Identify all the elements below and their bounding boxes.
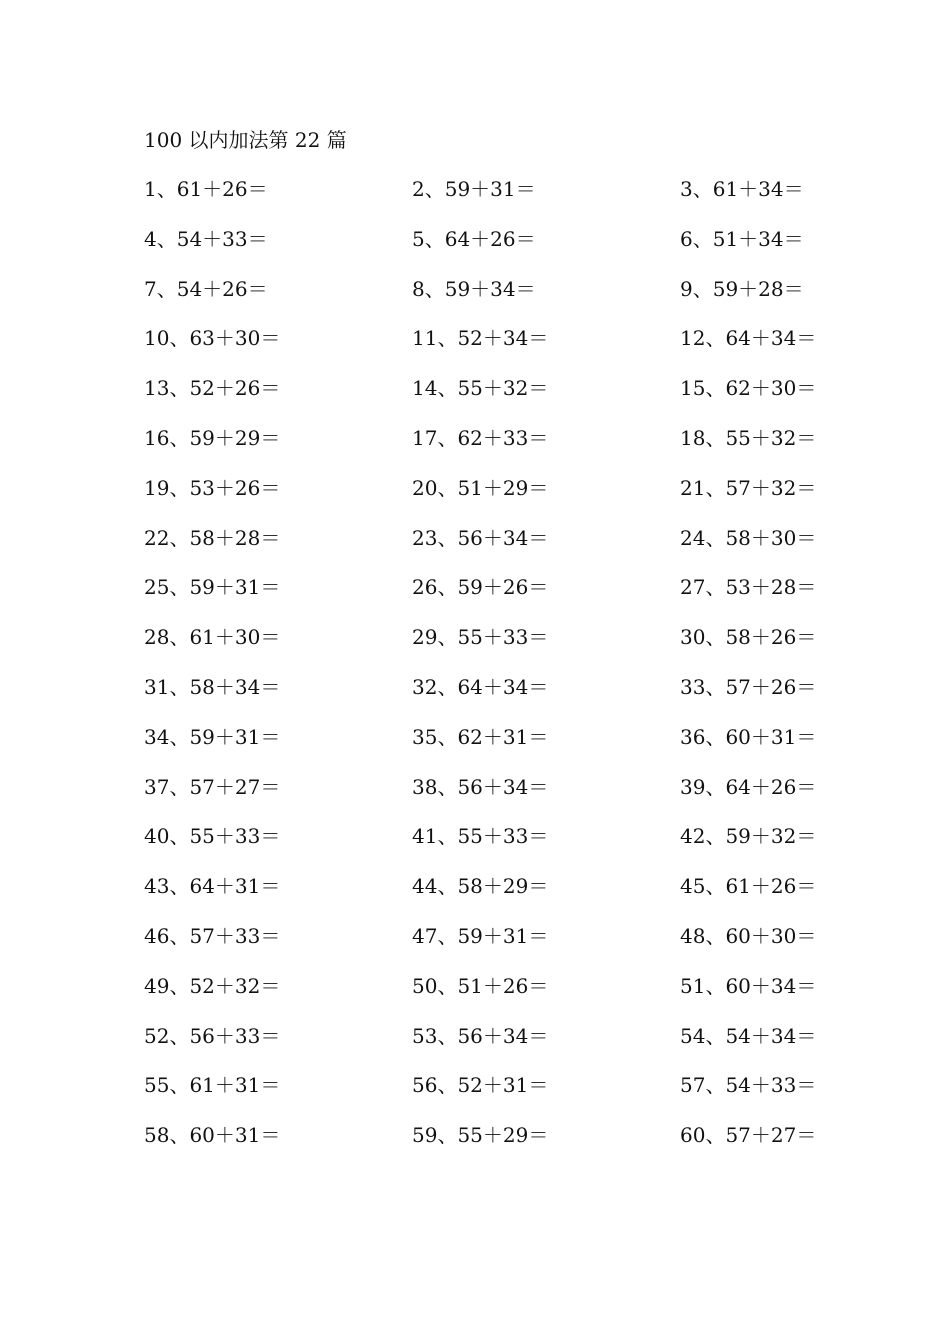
problem-item: 29、55＋33＝ bbox=[412, 625, 549, 650]
problem-row bbox=[144, 474, 844, 524]
problem-item: 4、54＋33＝ bbox=[144, 226, 268, 251]
problem-item: 24、58＋30＝ bbox=[680, 525, 817, 550]
problem-item: 6、51＋34＝ bbox=[680, 226, 804, 251]
problem-item: 58、60＋31＝ bbox=[144, 1123, 281, 1148]
problem-item: 25、59＋31＝ bbox=[144, 575, 281, 600]
problem-item: 54、54＋34＝ bbox=[680, 1023, 817, 1048]
problem-row bbox=[144, 225, 844, 275]
problem-item: 23、56＋34＝ bbox=[412, 525, 549, 550]
problem-item: 57、54＋33＝ bbox=[680, 1073, 817, 1098]
problem-item: 38、56＋34＝ bbox=[412, 774, 549, 799]
problem-row bbox=[144, 275, 844, 325]
problem-item: 49、52＋32＝ bbox=[144, 973, 281, 998]
problem-row bbox=[144, 822, 844, 872]
problem-item: 43、64＋31＝ bbox=[144, 874, 281, 899]
problem-row bbox=[144, 324, 844, 374]
problem-item: 21、57＋32＝ bbox=[680, 475, 817, 500]
problem-item: 41、55＋33＝ bbox=[412, 824, 549, 849]
problem-item: 8、59＋34＝ bbox=[412, 276, 536, 301]
problem-row bbox=[144, 773, 844, 823]
problem-item: 19、53＋26＝ bbox=[144, 475, 281, 500]
problem-item: 37、57＋27＝ bbox=[144, 774, 281, 799]
problem-row bbox=[144, 374, 844, 424]
problem-item: 18、55＋32＝ bbox=[680, 425, 817, 450]
worksheet-title: 100 以内加法第 22 篇 bbox=[144, 128, 347, 152]
problem-grid bbox=[144, 175, 844, 1171]
problem-row bbox=[144, 872, 844, 922]
problem-item: 46、57＋33＝ bbox=[144, 923, 281, 948]
problem-item: 15、62＋30＝ bbox=[680, 376, 817, 401]
problem-item: 42、59＋32＝ bbox=[680, 824, 817, 849]
problem-item: 20、51＋29＝ bbox=[412, 475, 549, 500]
problem-item: 9、59＋28＝ bbox=[680, 276, 804, 301]
problem-item: 35、62＋31＝ bbox=[412, 724, 549, 749]
problem-item: 33、57＋26＝ bbox=[680, 674, 817, 699]
problem-item: 22、58＋28＝ bbox=[144, 525, 281, 550]
problem-row bbox=[144, 1071, 844, 1121]
problem-item: 14、55＋32＝ bbox=[412, 376, 549, 401]
problem-item: 59、55＋29＝ bbox=[412, 1123, 549, 1148]
problem-item: 30、58＋26＝ bbox=[680, 625, 817, 650]
problem-item: 45、61＋26＝ bbox=[680, 874, 817, 899]
problem-item: 48、60＋30＝ bbox=[680, 923, 817, 948]
problem-item: 12、64＋34＝ bbox=[680, 326, 817, 351]
problem-item: 60、57＋27＝ bbox=[680, 1123, 817, 1148]
problem-item: 36、60＋31＝ bbox=[680, 724, 817, 749]
problem-item: 3、61＋34＝ bbox=[680, 177, 804, 201]
problem-row bbox=[144, 623, 844, 673]
problem-item: 55、61＋31＝ bbox=[144, 1073, 281, 1098]
problem-item: 10、63＋30＝ bbox=[144, 326, 281, 351]
problem-item: 5、64＋26＝ bbox=[412, 226, 536, 251]
problem-item: 34、59＋31＝ bbox=[144, 724, 281, 749]
problem-row bbox=[144, 972, 844, 1022]
problem-item: 11、52＋34＝ bbox=[412, 326, 549, 351]
problem-row bbox=[144, 922, 844, 972]
problem-item: 2、59＋31＝ bbox=[412, 177, 536, 201]
problem-row bbox=[144, 175, 844, 225]
problem-row bbox=[144, 723, 844, 773]
problem-row bbox=[144, 673, 844, 723]
problem-item: 39、64＋26＝ bbox=[680, 774, 817, 799]
problem-item: 7、54＋26＝ bbox=[144, 276, 268, 301]
problem-item: 40、55＋33＝ bbox=[144, 824, 281, 849]
problem-row bbox=[144, 424, 844, 474]
problem-row bbox=[144, 573, 844, 623]
problem-item: 31、58＋34＝ bbox=[144, 674, 281, 699]
problem-item: 52、56＋33＝ bbox=[144, 1023, 281, 1048]
problem-item: 53、56＋34＝ bbox=[412, 1023, 549, 1048]
problem-item: 28、61＋30＝ bbox=[144, 625, 281, 650]
problem-item: 13、52＋26＝ bbox=[144, 376, 281, 401]
problem-item: 16、59＋29＝ bbox=[144, 425, 281, 450]
problem-item: 51、60＋34＝ bbox=[680, 973, 817, 998]
problem-item: 27、53＋28＝ bbox=[680, 575, 817, 600]
problem-item: 56、52＋31＝ bbox=[412, 1073, 549, 1098]
problem-item: 26、59＋26＝ bbox=[412, 575, 549, 600]
problem-item: 50、51＋26＝ bbox=[412, 973, 549, 998]
problem-item: 1、61＋26＝ bbox=[144, 177, 268, 201]
problem-row bbox=[144, 1022, 844, 1072]
problem-item: 47、59＋31＝ bbox=[412, 923, 549, 948]
problem-item: 44、58＋29＝ bbox=[412, 874, 549, 899]
problem-row bbox=[144, 524, 844, 574]
problem-item: 32、64＋34＝ bbox=[412, 674, 549, 699]
problem-row bbox=[144, 1121, 844, 1171]
problem-item: 17、62＋33＝ bbox=[412, 425, 549, 450]
